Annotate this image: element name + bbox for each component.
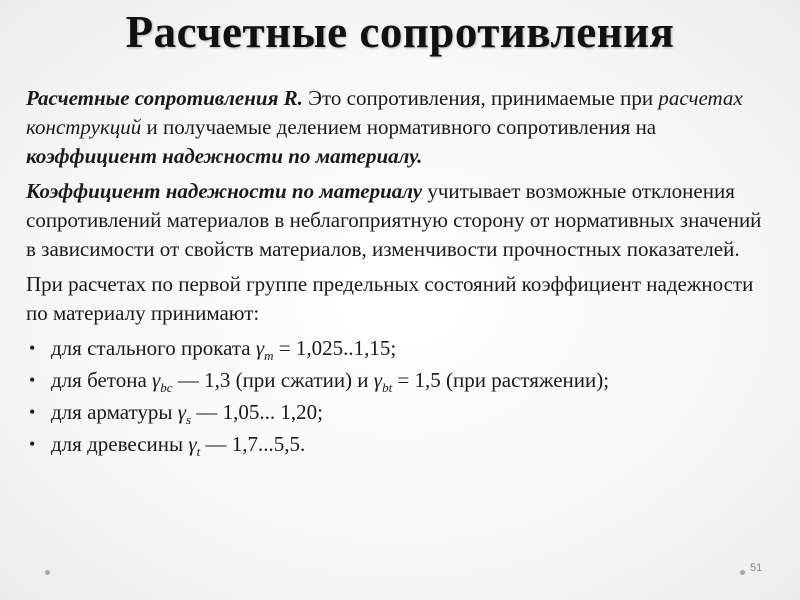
list-item: • для стального проката $\gamma_m = 1,025..1,15$; [29, 336, 397, 364]
paragraph-coefficient [26, 177, 776, 264]
gamma-symbol: γ [152, 368, 161, 392]
paragraph-first-group: При расчетах по первой группе предельных состояний коэффициент надежности по материалу принимают: [26, 272, 754, 325]
gamma-symbol: γ [373, 368, 383, 392]
text-run: учитывает возможные отклонения сопротивлений материалов в неблагоприятную сторону от нормативных значений в зависимости от свойств материалов, изменчивости прочностных показателей. [26, 179, 762, 261]
list-item: • для древесины $\gamma_t$ — 1,7...5,5. [29, 432, 306, 460]
footer-dot-right [740, 570, 745, 575]
footer-dot-left [45, 570, 50, 575]
gamma-symbol: γ [255, 336, 265, 360]
bullet-icon: • [29, 434, 36, 454]
slide-title: Расчетные сопротивления [125, 7, 675, 57]
bullet-icon: • [29, 402, 36, 422]
text-run: и получаемые делением нормативного сопротивления на [141, 115, 657, 139]
term-coefficient: Коэффициент надежности по материалу [26, 179, 423, 203]
gamma-symbol: γ [188, 432, 197, 456]
list-item: • для бетона $\gamma_{bc}$ — 1,3 (при сжатии) и $\gamma_{bt} = 1,5$ (при растяжении); [29, 368, 610, 396]
list-item: • для арматуры $\gamma_s$ — 1,05... 1,20; [29, 400, 323, 428]
gamma-symbol: γ [177, 400, 187, 424]
slide-body [26, 84, 776, 462]
text-run: Это сопротивления, принимаемые при [302, 86, 659, 110]
term-reliability-coefficient: коэффициент надежности по материалу. [26, 144, 423, 168]
paragraph-definition [26, 84, 776, 171]
page-number: 51 [750, 562, 763, 574]
term-design-resistance: Расчетные сопротивления R. [26, 86, 303, 110]
coefficient-list [26, 334, 776, 459]
italic-run: расчетах конструкций [26, 86, 743, 139]
bullet-icon: • [29, 370, 36, 390]
bullet-icon: • [29, 338, 36, 358]
